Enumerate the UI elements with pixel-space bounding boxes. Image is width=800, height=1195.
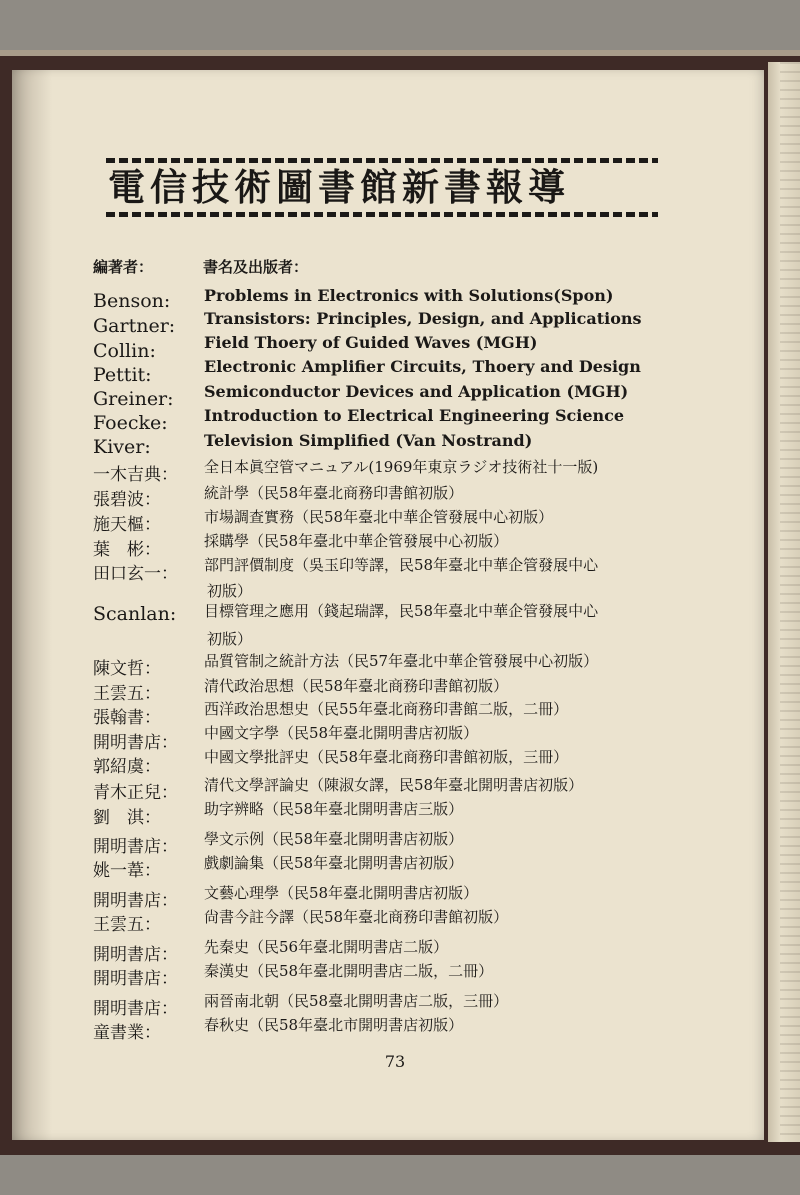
entry-author: 施天樞： bbox=[93, 515, 161, 535]
title-rule-top bbox=[106, 158, 658, 163]
entry-author: Gartner: bbox=[93, 315, 176, 337]
entry-title: 品質管制之統計方法（民57年臺北中華企管發展中心初版） bbox=[204, 652, 599, 670]
entry-author: Pettit: bbox=[93, 364, 152, 386]
entry-title: Introduction to Electrical Engineering Science bbox=[204, 406, 625, 425]
entry-title: 先秦史（民56年臺北開明書店二版） bbox=[204, 938, 449, 956]
entry-author: 田口玄一： bbox=[93, 564, 178, 584]
page-gutter-shadow bbox=[12, 70, 52, 1140]
entry-author: 陳文哲： bbox=[93, 659, 161, 679]
entry-author: 葉 彬： bbox=[93, 540, 161, 560]
title-rule-bottom bbox=[106, 212, 658, 217]
entry-author: 開明書店： bbox=[93, 891, 178, 911]
entry-title: 中國文學批評史（民58年臺北商務印書館初版，三冊） bbox=[204, 748, 569, 766]
entry-title: 秦漢史（民58年臺北開明書店二版，二冊） bbox=[204, 962, 494, 980]
entry-title: 春秋史（民58年臺北市開明書店初版） bbox=[204, 1016, 464, 1034]
entry-title: 尙書今註今譯（民58年臺北商務印書館初版） bbox=[204, 908, 509, 926]
entry-title: 兩晉南北朝（民58臺北開明書店二版，三冊） bbox=[204, 992, 509, 1010]
entry-author: 王雲五： bbox=[93, 684, 161, 704]
entry-title: Television Simplified (Van Nostrand) bbox=[204, 431, 533, 450]
entry-author: 開明書店： bbox=[93, 969, 178, 989]
entry-author: 開明書店： bbox=[93, 837, 178, 857]
entry-author: 劉 淇： bbox=[93, 808, 161, 828]
entry-author: 一木吉典： bbox=[93, 465, 178, 485]
entry-title: Semiconductor Devices and Application (MGH) bbox=[204, 382, 629, 401]
page-number: 73 bbox=[384, 1052, 406, 1071]
entry-author: 張碧波： bbox=[93, 490, 161, 510]
entry-author: Benson: bbox=[93, 290, 171, 312]
entry-title: 戲劇論集（民58年臺北開明書店初版） bbox=[204, 854, 464, 872]
entry-title: 文藝心理學（民58年臺北開明書店初版） bbox=[204, 884, 479, 902]
entry-author: Kiver: bbox=[93, 436, 151, 458]
title-column-header: 書名及出版者： bbox=[203, 258, 309, 276]
entry-title-continued: 初版） bbox=[207, 630, 253, 648]
entry-title: Electronic Amplifier Circuits, Thoery and Design bbox=[204, 357, 641, 376]
entry-title: 全日本眞空管マニュアル(1969年東京ラジオ技術社十一版) bbox=[204, 458, 599, 476]
entry-title: 助字辨略（民58年臺北開明書店三版） bbox=[204, 800, 464, 818]
entry-author: Collin: bbox=[93, 340, 156, 362]
page-stack-edge bbox=[780, 62, 800, 1142]
entry-title: 西洋政治思想史（民55年臺北商務印書館二版，二冊） bbox=[204, 700, 569, 718]
entry-author: 王雲五： bbox=[93, 915, 161, 935]
entry-author: Foecke: bbox=[93, 412, 168, 434]
entry-title: 清代文學評論史（陳淑女譯，民58年臺北開明書店初版） bbox=[204, 776, 584, 794]
entry-title: 清代政治思想（民58年臺北商務印書館初版） bbox=[204, 677, 509, 695]
entry-title: 學文示例（民58年臺北開明書店初版） bbox=[204, 830, 464, 848]
entry-title: 統計學（民58年臺北商務印書館初版） bbox=[204, 484, 464, 502]
entry-title: Problems in Electronics with Solutions(Spon) bbox=[204, 286, 614, 305]
entry-author: 青木正兒： bbox=[93, 783, 178, 803]
entry-author: 開明書店： bbox=[93, 945, 178, 965]
entry-title: 中國文字學（民58年臺北開明書店初版） bbox=[204, 724, 479, 742]
entry-author: Scanlan: bbox=[93, 603, 177, 625]
entry-author: 姚一葦： bbox=[93, 861, 161, 881]
entry-author: 開明書店： bbox=[93, 733, 178, 753]
entry-author: 郭紹虞： bbox=[93, 757, 161, 777]
entry-author: 童書業： bbox=[93, 1023, 161, 1043]
entry-title: Field Thoery of Guided Waves (MGH) bbox=[204, 333, 538, 352]
entry-title: 部門評價制度（吳玉印等譯，民58年臺北中華企管發展中心 bbox=[204, 556, 599, 574]
entry-author: Greiner: bbox=[93, 388, 174, 410]
entry-title-continued: 初版） bbox=[207, 582, 253, 600]
author-column-header: 編著者： bbox=[93, 258, 154, 276]
entry-title: 目標管理之應用（錢起瑞譯，民58年臺北中華企管發展中心 bbox=[204, 602, 599, 620]
entry-author: 開明書店： bbox=[93, 999, 178, 1019]
entry-title: 採購學（民58年臺北中華企管發展中心初版） bbox=[204, 532, 509, 550]
entry-author: 張翰書： bbox=[93, 708, 161, 728]
entry-title: Transistors: Principles, Design, and Applications bbox=[204, 309, 642, 328]
page-title: 電信技術圖書館新書報導 bbox=[108, 165, 570, 209]
entry-title: 市場調查實務（民58年臺北中華企管發展中心初版） bbox=[204, 508, 554, 526]
